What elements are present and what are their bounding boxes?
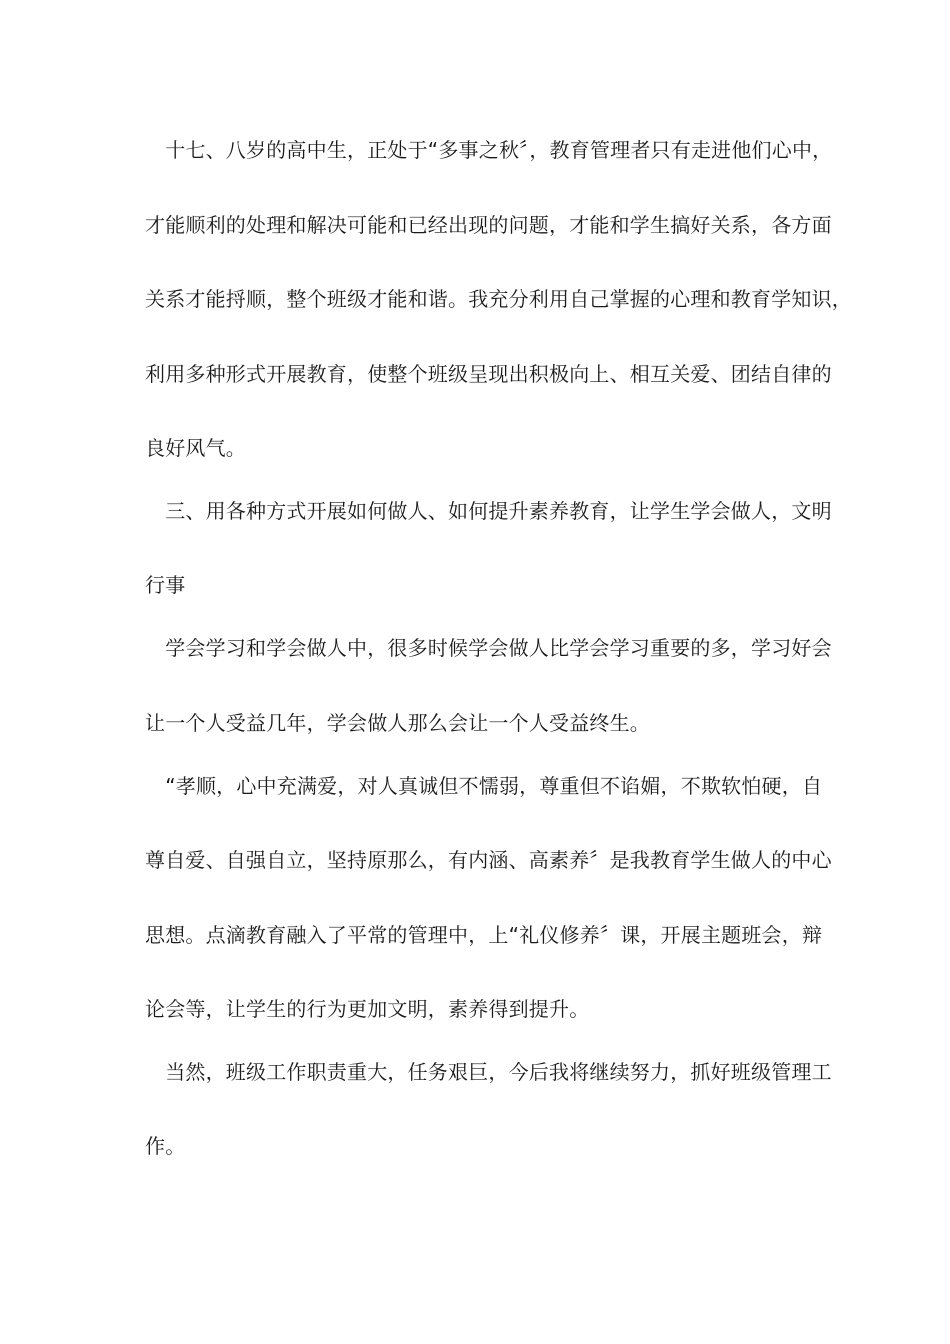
text-line: 良好风气。	[145, 436, 246, 460]
text-line: 十七、八岁的高中生，正处于“多事之秋〞，教育管理者只有走进他们心中，	[145, 138, 833, 162]
text-line: 才能顺利的处理和解决可能和已经出现的问题，才能和学生搞好关系，各方面	[145, 213, 832, 237]
text-line: 学会学习和学会做人中，很多时候学会做人比学会学习重要的多，学习好会	[145, 636, 832, 660]
text-line: 当然，班级工作职责重大，任务艰巨，今后我将继续努力，抓好班级管理工	[145, 1060, 832, 1084]
text-line: 关系才能捋顺，整个班级才能和谐。我充分利用自己掌握的心理和教育学知识，	[145, 287, 852, 311]
text-line: 思想。点滴教育融入了平常的管理中，上“礼仪修养〞课，开展主题班会，辩	[145, 923, 823, 947]
text-line: “孝顺，心中充满爱，对人真诚但不懦弱，尊重但不谄媚，不欺软怕硬，自	[145, 774, 823, 798]
section-heading-line: 行事	[145, 573, 186, 597]
section-heading-line: 三、用各种方式开展如何做人、如何提升素养教育，让学生学会做人，文明	[145, 499, 832, 523]
text-line: 尊自爱、自强自立，坚持原那么，有内涵、高素养〞是我教育学生做人的中心	[145, 848, 832, 872]
text-line: 利用多种形式开展教育，使整个班级呈现出积极向上、相互关爱、团结自律的	[145, 362, 832, 386]
text-line: 作。	[145, 1134, 186, 1158]
text-line: 论会等，让学生的行为更加文明，素养得到提升。	[145, 997, 590, 1021]
text-line: 让一个人受益几年，学会做人那么会让一个人受益终生。	[145, 711, 650, 735]
